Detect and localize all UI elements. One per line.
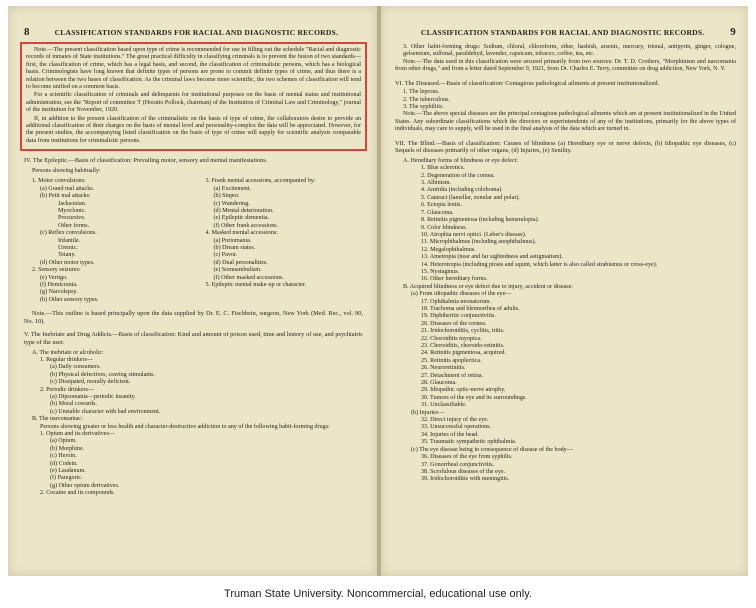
list-item: (e) Somnambulism. — [213, 267, 262, 274]
list-item: 17. Ophthalmia neonatorum. — [421, 298, 492, 305]
list-item: (b) Stupor. — [213, 193, 240, 200]
left-running-title: CLASSIFICATION STANDARDS FOR RACIAL AND DIAGNOSTIC RECORDS. — [54, 28, 339, 37]
left-running-head — [24, 26, 363, 38]
section-iv-heading: IV. The Epileptic.—Basis of classification: Prevailing motor, sensory and mental manifestations. — [24, 157, 268, 165]
list-item: 16. Other hereditary forms. — [421, 276, 488, 283]
list-item: (c) Unstable character with bad environment. — [50, 408, 161, 415]
list-item: (g) Narcolepsy. — [40, 289, 78, 296]
list-item: 38. Scrofulous diseases of the eye. — [421, 468, 506, 475]
list-item: (e) Epileptic dementia. — [213, 215, 270, 222]
list-item: 25. Retinitis apoplectica. — [421, 357, 482, 364]
list-item: (d) Dual personalities. — [213, 259, 268, 266]
right-page — [381, 6, 748, 576]
list-item: A. The inebriate or alcoholic: — [32, 349, 104, 356]
note-paragraph: Note.—The present classification based upon type of crime is recommended for use in filling out the schedule "Racial and diagnostic records of inmates of State institutions." The great practical difficulty in classifying criminals is to prevent the fusion of two standards—first, the classification of crime, which has a legal basis, and second, the classification of criminalistic persons, which has a biological basis. Criminologists have long known that definite types of persons are prone to commit definite types of crime, and thus there is a relation between the two bases of classification. As the criminal laws become more scientific, the two schemes of classification will tend to become unified on a common basis. — [26, 47, 361, 91]
list-item: 31. Unclassifiable. — [421, 402, 467, 409]
list-item: (a) Poriomania. — [213, 237, 252, 244]
list-item: B. The narcomaniac: — [32, 416, 83, 423]
list-item: (b) Dream states. — [213, 244, 256, 251]
list-item: (d) Mental deterioration. — [213, 207, 274, 214]
list-item: (a) Dipsomania—periodic insanity. — [50, 394, 136, 400]
list-item: 2. Degeneration of the cornea. — [421, 172, 495, 179]
list-item: Procursive. — [58, 215, 86, 222]
list-item: (c) Dissipated, morally deficient. — [50, 379, 131, 386]
list-item: Other forms. — [58, 222, 90, 229]
list-item: 22. Choroiditis myopica. — [421, 335, 482, 342]
list-item: Persons showing greater or less health and character-destructive addiction to any of the following habit-forming drugs: — [40, 423, 330, 430]
list-item: 23. Choroiditis, choroido-retinitis. — [421, 343, 505, 349]
section-vi-note: Note.—The above special diseases are the principal contagious pathological ailments which are at present institutionalized in the United States. Any subordinate classifications which the directors or superintendents of any of the institutions, primarily for the above types of individuals, may care to supply, will be used in the final analysis of the data which are turned in. — [395, 111, 736, 133]
list-item: 36. Diseases of the eye from syphilis. — [421, 454, 513, 461]
list-item: 27. Detachment of retina. — [421, 372, 484, 379]
drug-note: Note.—The data used in this classification were secured primarily from two sources: Dr. T. D. Crothers, "Morphinism and narcomania from other drugs," and from a letter dated September 9, 1921, from Dr. Charles E. Terry, committee on drug addiction, New York, N. Y. — [395, 58, 736, 73]
list-item: Infantile. — [58, 237, 81, 244]
list-item: (a) Daily consumers. — [50, 364, 101, 371]
list-item: Uremic. — [58, 244, 78, 251]
list-item: 2. Cocaine and its compounds. — [40, 490, 115, 497]
list-item: 14. Heterotropia (including ptosis and squint, which latter is also called strabismus or cross-eye). — [421, 261, 658, 268]
drug-list-item: 3. Other habit-forming drugs: Sodium, chloral, chloroform, ether, hashish, arsenic, mercury, trional, antipyrin, ginger, cologne, gelsemium, sulfonal, paraldehyd, lavender, capsicum, tobacco, coffee, tea, etc. — [403, 44, 736, 58]
list-item: 18. Trachoma and blennorrhea of adults. — [421, 305, 520, 312]
list-item: 3. The syphilitic. — [403, 104, 445, 111]
list-item: (f) Other masked accessions. — [213, 274, 284, 281]
list-item: 19. Diphtheritic conjunctivitis. — [421, 313, 496, 320]
section-iv-column-1 — [24, 178, 190, 304]
list-item: 32. Direct injury of the eye. — [421, 417, 489, 424]
highlighted-note — [20, 42, 367, 151]
list-item: 15. Nystagmus. — [421, 268, 460, 275]
section-iv-columns — [24, 178, 363, 304]
archive-caption: Truman State University. Noncommercial, educational use only. — [224, 588, 532, 600]
list-item: 4. Masked mental accessions: — [205, 230, 278, 237]
left-page — [8, 6, 377, 576]
list-item: 21. Iridochoroiditis, cyclitis, iritis. — [421, 328, 505, 335]
list-item: (c) Pavor. — [213, 252, 238, 259]
right-running-head — [395, 26, 736, 38]
list-item: 10. Atrophia nervi optici. (Leber's disease). — [421, 231, 527, 238]
list-item: (c) Heroin. — [50, 453, 77, 460]
list-item: 5. Cataract (lamellar, zonular and polar). — [421, 194, 520, 201]
list-item: (c) Wandering. — [213, 200, 250, 207]
list-item: (c) The eye disease being in consequence of disease of the body— — [411, 446, 573, 453]
list-item: B. Acquired blindness or eye defect due to injury, accident or disease: — [403, 283, 574, 290]
section-iv-note: Note.—This outline is based principally upon the data supplied by Dr. E. C. Fischbein, surgeon, New York (Med. Rec., vol. 90, No. 10). — [24, 310, 363, 325]
list-item: (a) Excitement. — [213, 185, 252, 192]
list-item: (a) Grand mal attacks. — [40, 185, 95, 192]
list-item: 2. The tuberculous. — [403, 96, 450, 103]
section-vii-heading: VII. The Blind.—Basis of classification: Causes of blindness (a) Hereditary eye or nerve defects, (b) Idiopathic eye diseases, (c) Sequels of diseases primarily of other organs, (d) Injuries, (e) Senility. — [395, 139, 736, 155]
list-item: 12. Megalophthalmus. — [421, 246, 476, 253]
note-paragraph: For a scientific classification of criminals and delinquents for institutional purposes on the basis of mental status and institutional administration, see the "Report of committee 'I' (Horatio Pollock, chairman) of the Institution of Criminal Law and Criminology," journal of the institution for November, 1920. — [26, 92, 361, 114]
list-item: 1. The leprous. — [403, 89, 440, 96]
list-item: Tetany. — [58, 252, 76, 259]
left-page-number: 8 — [24, 26, 30, 38]
section-v-heading: V. The Inebriate and Drug Addicts.—Basis of classification: Kind and amount of poison used, time and history of use, and psychiatric type of the user. — [24, 331, 363, 346]
list-item: 24. Retinitis pigmentosa, acquired. — [421, 350, 506, 357]
section-v-list — [24, 350, 363, 498]
section-iv-lead: Persons showing habitually: — [32, 167, 101, 174]
section-vi-heading: VI. The Diseased.—Basis of classification: Contagious pathological ailments at present institutionalized. — [395, 79, 660, 87]
note-paragraph: If, in addition to the present classification of the criminalistic on the basis of type of crime, the collaborators desire to provide an additional classification of their charges on the basis of mental level and personality-complex the data will be appreciated. However, for the present studies, the accompanying listed classification on the basis of type of crime will supply for scientific analysis comparable data from institutions for criminalistic persons. — [26, 115, 361, 144]
list-item: (a) From idiopathic diseases of the eye— — [411, 291, 512, 298]
list-item: 8. Retinitis pigmentosa (including hemeralopia). — [421, 217, 540, 224]
list-item: (d) Codein. — [50, 460, 78, 467]
list-item: 6. Ectopia lentis. — [421, 202, 462, 209]
list-item: Jacksonian. — [58, 200, 87, 207]
section-vi-list — [395, 89, 736, 111]
list-item: 35. Traumatic sympathetic ophthalmia. — [421, 439, 517, 446]
list-item: 37. Gonorrheal conjunctivitis. — [421, 461, 495, 468]
list-item: (c) Reflex convulsions. — [40, 230, 97, 237]
list-item: 3. Albinism. — [421, 180, 451, 187]
list-item: (b) Petit mal attacks: — [40, 193, 91, 200]
section-vii-list — [395, 158, 736, 484]
list-item: (f) Paregoric. — [50, 475, 83, 482]
list-item: 3. Frank mental accessions, accompanied by: — [205, 178, 316, 185]
list-item: 11. Microphthalmus (including anophthalmus). — [421, 239, 537, 246]
list-item: 34. Injuries of the head. — [421, 431, 479, 438]
list-item: (b) Morphine. — [50, 445, 85, 452]
list-item: (a) Opium. — [50, 438, 77, 445]
list-item: (b) Injuries— — [411, 409, 445, 416]
list-item: 29. Idiopathic optic-nerve atrophy. — [421, 387, 506, 394]
list-item: (e) Vertigo. — [40, 274, 68, 281]
list-item: 1. Regular drinkers— — [40, 356, 93, 363]
list-item: 5. Epileptic mental make-up or character. — [205, 281, 307, 288]
list-item: 2. Sensory seizures: — [32, 267, 81, 274]
right-page-number: 9 — [730, 26, 736, 38]
list-item: (d) Other motor types. — [40, 259, 95, 266]
list-item: 26. Neuroretinitis. — [421, 365, 466, 372]
list-item: 28. Glaucoma. — [421, 380, 457, 387]
section-iv-column-2 — [198, 178, 364, 304]
list-item: 39. Iridochoroiditis with meningitis. — [421, 476, 510, 483]
list-item: 4. Aniridia (including coloboma). — [421, 187, 503, 194]
list-item: Myoclonic. — [58, 207, 86, 214]
list-item: 30. Tumors of the eye and its surroundings. — [421, 394, 527, 401]
list-item: 20. Diseases of the cornea. — [421, 320, 487, 327]
list-item: A. Hereditary forms of blindness or eye defect: — [403, 157, 519, 164]
list-item: 33. Unsuccessful operations. — [421, 424, 492, 431]
list-item: 1. Opium and its derivatives— — [40, 431, 115, 438]
book-spread — [8, 6, 748, 576]
list-item: (b) Moral cowards. — [50, 401, 97, 408]
list-item: (e) Laudanum. — [50, 468, 86, 475]
list-item: 1. Motor convulsions: — [32, 178, 86, 185]
list-item: 13. Ametropia (near and far sightedness and astigmatism). — [421, 254, 563, 261]
list-item: (g) Other opium derivatives. — [50, 482, 120, 489]
list-item: (f) Other frank accessions. — [213, 222, 279, 229]
right-running-title: CLASSIFICATION STANDARDS FOR RACIAL AND DIAGNOSTIC RECORDS. — [420, 28, 705, 37]
list-item: (b) Physical defectives, craving stimulants. — [50, 371, 155, 378]
list-item: 7. Glaucoma. — [421, 209, 454, 216]
list-item: 9. Color blindness. — [421, 224, 468, 231]
list-item: 1. Blue sclerotics. — [421, 165, 465, 172]
list-item: (f) Hemicrania. — [40, 281, 78, 288]
list-item: 2. Periodic drinkers— — [40, 386, 94, 393]
list-item: (h) Other sensory types. — [40, 296, 99, 303]
